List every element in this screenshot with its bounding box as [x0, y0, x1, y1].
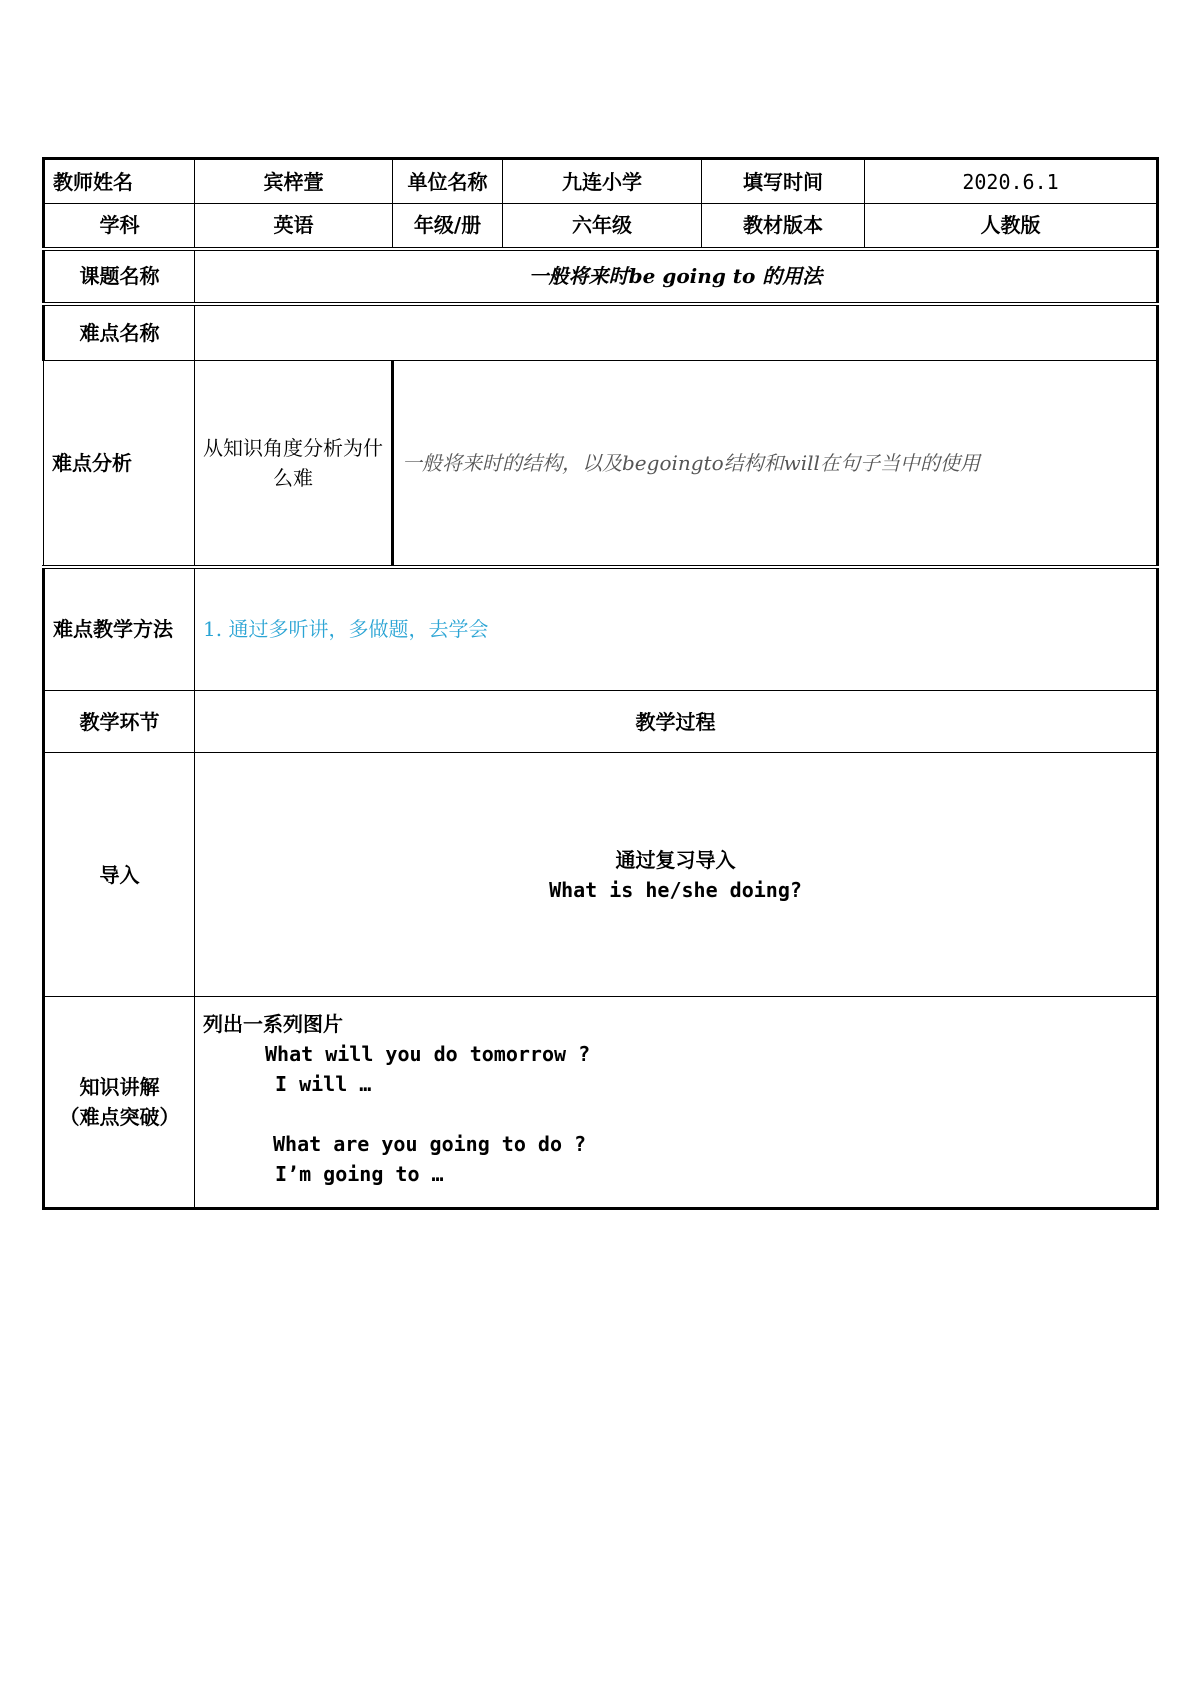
difficulty-name-label: 难点名称: [44, 304, 195, 361]
knowledge-row: [44, 997, 1158, 1209]
time-value: 2020.6.1: [865, 159, 1158, 204]
difficulty-name-value: [195, 304, 1158, 361]
grade-value: 六年级: [503, 204, 702, 249]
knowledge-label-line-1: 知识讲解: [79, 1075, 160, 1099]
difficulty-analysis-sublabel: 从知识角度分析为什么难: [195, 361, 393, 567]
topic-label: 课题名称: [44, 249, 195, 304]
teacher-label: 教师姓名: [44, 159, 195, 204]
knowledge-heading: 列出一系列图片: [203, 1012, 343, 1036]
intro-label: 导入: [44, 753, 195, 997]
knowledge-q1: What will you do tomorrow ?: [265, 1042, 591, 1066]
process-label: 教学过程: [195, 691, 1158, 753]
topic-row: [44, 249, 1158, 304]
subject-label: 学科: [44, 204, 195, 249]
knowledge-a2: I’m going to …: [275, 1162, 444, 1186]
teaching-method-value: 1. 通过多听讲，多做题，去学会: [195, 567, 1158, 691]
intro-content: [195, 753, 1158, 997]
lesson-plan-table: [42, 157, 1159, 1210]
topic-value: 一般将来时be going to 的用法: [195, 249, 1158, 304]
difficulty-name-row: [44, 304, 1158, 361]
intro-row: [44, 753, 1158, 997]
intro-line-2: What is he/she doing?: [549, 877, 802, 902]
teaching-method-label: 难点教学方法: [44, 567, 195, 691]
knowledge-label-line-2: （难点突破）: [59, 1105, 180, 1129]
unit-label: 单位名称: [393, 159, 503, 204]
textbook-value: 人教版: [865, 204, 1158, 249]
knowledge-a1: I will …: [275, 1072, 372, 1096]
unit-value: 九连小学: [503, 159, 702, 204]
knowledge-spacer: [203, 1099, 1148, 1129]
process-header-row: [44, 691, 1158, 753]
subject-value: 英语: [195, 204, 393, 249]
stage-label: 教学环节: [44, 691, 195, 753]
info-row-1: [44, 159, 1158, 204]
teaching-method-row: [44, 567, 1158, 691]
difficulty-analysis-value: 一般将来时的结构，以及begoingto结构和will在句子当中的使用: [393, 361, 1158, 567]
textbook-label: 教材版本: [702, 204, 865, 249]
difficulty-analysis-label: 难点分析: [44, 361, 195, 567]
knowledge-q2: What are you going to do ?: [273, 1132, 587, 1156]
knowledge-label: [44, 997, 195, 1209]
intro-line-1: 通过复习导入: [615, 847, 736, 872]
info-row-2: [44, 204, 1158, 249]
grade-label: 年级/册: [393, 204, 503, 249]
time-label: 填写时间: [702, 159, 865, 204]
knowledge-content: [195, 997, 1158, 1209]
teacher-value: 宾梓萱: [195, 159, 393, 204]
difficulty-analysis-row: [44, 361, 1158, 567]
lesson-plan-sheet: [42, 157, 1156, 1210]
